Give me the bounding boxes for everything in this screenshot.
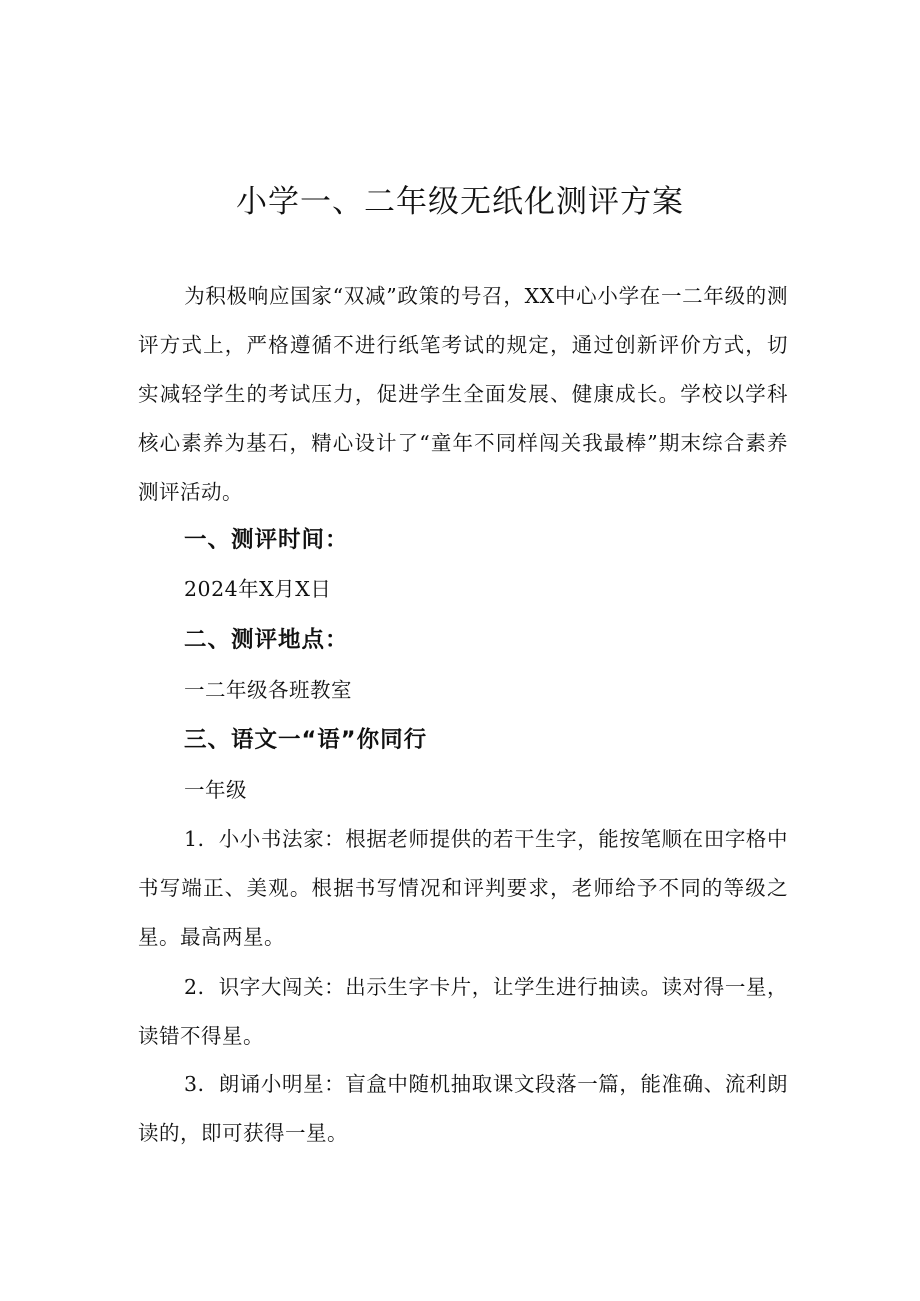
- section-time-heading: 一、测评时间：: [184, 527, 349, 553]
- intro-paragraph: [138, 272, 788, 517]
- intro-text: 为积极响应国家“双减”政策的号召，XX中心小学在一二年级的测评方式上，严格遵循不进行纸笔考试的规定，通过创新评价方式，切实减轻学生的考试压力，促进学生全面发展、健康成长。学校以学科核心素养为基石，精心设计了“童年不同样闯关我最棒”期末综合素养测评活动。: [138, 284, 788, 504]
- section-location-content: 一二年级各班教室: [184, 678, 352, 702]
- list-item: [138, 1060, 788, 1158]
- list-item-text: 2．识字大闯关：出示生字卡片，让学生进行抽读。读对得一星，读错不得星。: [138, 975, 788, 1048]
- list-item-text: 3．朗诵小明星：盲盒中随机抽取课文段落一篇，能准确、流利朗读的，即可获得一星。: [138, 1072, 788, 1145]
- document-title: 小学一、二年级无纸化测评方案: [236, 184, 684, 220]
- list-item: [138, 815, 788, 962]
- list-item: [138, 963, 788, 1061]
- section-time-content: 2024年X月X日: [184, 577, 332, 601]
- section-chinese-heading: 三、语文一“语”你同行: [184, 727, 428, 753]
- list-item-text: 1．小小书法家：根据老师提供的若干生字，能按笔顺在田字格中书写端正、美观。根据书写情况和评判要求，老师给予不同的等级之星。最高两星。: [138, 827, 788, 949]
- grade-label: 一年级: [184, 778, 247, 802]
- section-location-heading: 二、测评地点：: [184, 627, 349, 653]
